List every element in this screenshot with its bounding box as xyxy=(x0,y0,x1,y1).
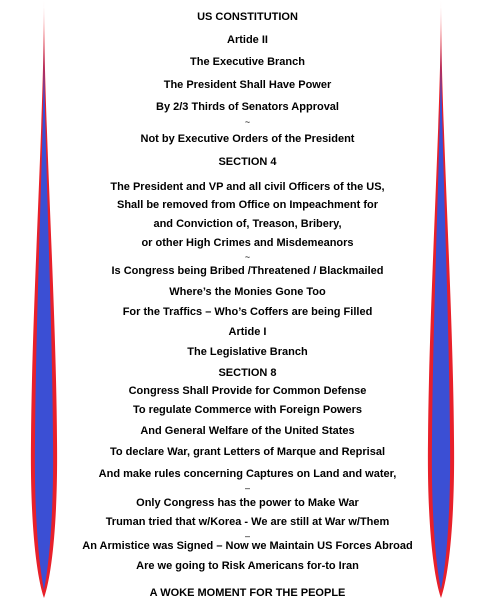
doc-line: To regulate Commerce with Foreign Powers xyxy=(132,404,362,416)
doc-line: By 2/3 Thirds of Senators Approval xyxy=(156,101,339,113)
doc-line: And General Welfare of the United States xyxy=(140,425,355,437)
doc-line: Truman tried that w/Korea - We are still at War w/Them xyxy=(105,516,390,528)
doc-line: The President Shall Have Power xyxy=(163,79,332,91)
left-decorative-spike xyxy=(30,0,58,598)
doc-line: Is Congress being Bribed /Threatened / Blackmailed xyxy=(111,265,384,277)
doc-separator: – xyxy=(244,483,250,493)
doc-separator: ~ xyxy=(244,252,251,262)
doc-title: US CONSTITUTION xyxy=(197,11,298,23)
doc-line: Congress Shall Provide for Common Defense xyxy=(128,385,367,397)
doc-line: And make rules concerning Captures on Land and water, xyxy=(98,468,397,480)
doc-line: Only Congress has the power to Make War xyxy=(136,497,359,509)
doc-line: Are we going to Risk Americans for-to Iran xyxy=(136,560,359,572)
doc-line: Not by Executive Orders of the President xyxy=(140,133,355,145)
doc-line: and Conviction of, Treason, Bribery, xyxy=(153,218,342,230)
doc-line: or other High Crimes and Misdemeanors xyxy=(141,237,354,249)
doc-separator: ~ xyxy=(244,117,251,127)
doc-line: For the Traffics – Who’s Coffers are being Filled xyxy=(122,306,373,318)
doc-separator: – xyxy=(244,531,250,541)
doc-line: Where’s the Monies Gone Too xyxy=(169,286,326,298)
doc-line: Shall be removed from Office on Impeachment for xyxy=(117,199,378,211)
doc-line: To declare War, grant Letters of Marque and Reprisal xyxy=(109,446,386,458)
doc-section-heading: SECTION 8 xyxy=(218,367,277,379)
doc-line: The Executive Branch xyxy=(190,56,305,68)
doc-line: Artide II xyxy=(227,34,268,46)
doc-closing-line: A WOKE MOMENT FOR THE PEOPLE xyxy=(149,587,346,599)
doc-line: Artide I xyxy=(228,326,267,338)
doc-line: An Armistice was Signed – Now we Maintain US Forces Abroad xyxy=(82,540,413,552)
doc-line: The President and VP and all civil Officers of the US, xyxy=(110,181,385,193)
doc-line: The Legislative Branch xyxy=(187,346,308,358)
doc-section-heading: SECTION 4 xyxy=(218,156,277,168)
